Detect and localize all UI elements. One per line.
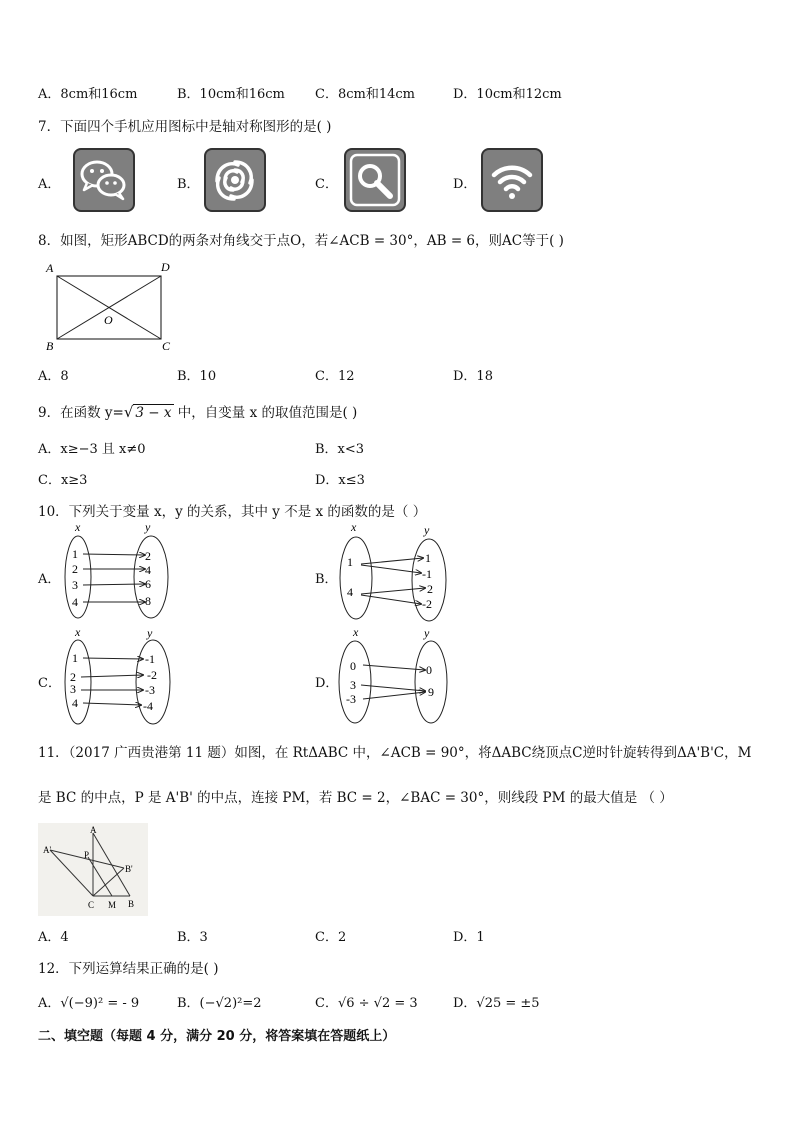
b-right-neg1: -1 xyxy=(422,567,432,581)
b-left-4: 4 xyxy=(347,585,353,599)
q9-stem: 9．在函数 y=√ 3 − x 中，自变量 x 的取值范围是( ) xyxy=(38,403,358,421)
c-left-1: 1 xyxy=(72,651,78,665)
label-o: O xyxy=(104,313,113,327)
q6-option-c: C．8cm和14cm xyxy=(315,87,415,102)
q6-option-a: A．8cm和16cm xyxy=(38,87,138,102)
c-left-4: 4 xyxy=(72,696,78,710)
q10-stem: 10．下列关于变量 x，y 的关系，其中 y 不是 x 的函数的是（ ） xyxy=(38,504,427,520)
q9-option-b: B．x<3 xyxy=(315,442,365,457)
d-right-0: 0 xyxy=(426,663,432,677)
tri-label-b: B xyxy=(128,899,135,909)
label-b: B xyxy=(46,339,54,353)
q7-label-b: B． xyxy=(177,177,200,192)
q12-option-c: C．√6 ÷ √2 = 3 xyxy=(315,996,418,1011)
b-right-neg2: -2 xyxy=(422,597,432,611)
d-x-label: x xyxy=(353,625,359,639)
a-left-2: 2 xyxy=(72,562,78,576)
rectangle-diagram xyxy=(40,256,190,356)
mapping-diagram-c xyxy=(55,623,185,727)
q8-option-b: B．10 xyxy=(177,369,217,384)
q11-line2: 是 BC 的中点，P 是 A'B' 的中点，连接 PM，若 BC = 2，∠BAC = 30°，则线段 PM 的最大值是 （ ） xyxy=(38,790,673,806)
wechat-icon xyxy=(73,148,135,212)
a-left-3: 3 xyxy=(72,578,78,592)
q10-label-a: A． xyxy=(38,572,61,587)
q7-label-d: D． xyxy=(453,177,477,192)
q9-option-d: D．x≤3 xyxy=(315,473,365,488)
label-c: C xyxy=(162,339,171,353)
mapping-diagram-d xyxy=(333,623,463,727)
q8-option-c: C．12 xyxy=(315,369,355,384)
q12-option-a: A．√(−9)² = - 9 xyxy=(38,996,140,1011)
q8-option-d: D．18 xyxy=(453,369,493,384)
tri-label-a: A xyxy=(90,825,97,835)
tri-label-m: M xyxy=(108,900,117,910)
q7-label-c: C． xyxy=(315,177,338,192)
c-x-label: x xyxy=(75,625,81,639)
b-right-1: 1 xyxy=(425,551,431,565)
q8-option-a: A．8 xyxy=(38,369,69,384)
c-y-label: y xyxy=(147,626,153,640)
q11-option-d: D．1 xyxy=(453,930,485,945)
d-left-3: 3 xyxy=(350,678,356,692)
c-right-neg2: -2 xyxy=(147,668,157,682)
q6-option-b: B．10cm和16cm xyxy=(177,87,285,102)
swirl-logo-icon xyxy=(204,148,266,212)
c-left-2: 2 xyxy=(70,670,76,684)
c-right-neg4: -4 xyxy=(143,699,153,713)
rotation-triangle-diagram xyxy=(38,823,148,916)
tri-label-b-prime: B' xyxy=(125,864,133,874)
q11-option-b: B．3 xyxy=(177,930,208,945)
d-y-label: y xyxy=(424,626,430,640)
q12-option-d: D．√25 = ±5 xyxy=(453,996,540,1011)
mapping-diagram-a xyxy=(55,518,185,622)
q7-stem: 7．下面四个手机应用图标中是轴对称图形的是( ) xyxy=(38,119,332,135)
wifi-icon xyxy=(481,148,543,212)
a-right-2: 2 xyxy=(145,549,151,563)
q10-label-c: C． xyxy=(38,676,61,691)
a-left-1: 1 xyxy=(72,547,78,561)
tri-label-p: P xyxy=(84,850,90,860)
q6-option-d: D．10cm和12cm xyxy=(453,87,562,102)
q12-stem: 12．下列运算结果正确的是( ) xyxy=(38,961,219,977)
q11-line1: 11．（2017 广西贵港第 11 题）如图，在 RtΔABC 中，∠ACB = 90°，将ΔABC绕顶点C逆时针旋转得到ΔA'B'C，M xyxy=(38,745,752,761)
q11-option-c: C．2 xyxy=(315,930,347,945)
d-left-neg3: -3 xyxy=(346,692,356,706)
q7-label-a: A． xyxy=(38,177,61,192)
a-left-4: 4 xyxy=(72,595,78,609)
a-right-6: 6 xyxy=(145,577,151,591)
tri-label-c: C xyxy=(88,900,95,910)
c-right-neg1: -1 xyxy=(145,652,155,666)
q9-option-a: A．x≥−3 且 x≠0 xyxy=(38,442,146,457)
q9-stem-pre: 9．在函数 y= xyxy=(38,405,124,421)
a-right-4: 4 xyxy=(145,563,151,577)
q12-option-b: B．(−√2)²=2 xyxy=(177,996,262,1011)
d-left-0: 0 xyxy=(350,659,356,673)
b-right-2: 2 xyxy=(427,582,433,596)
q10-label-d: D． xyxy=(315,676,339,691)
q9-option-c: C．x≥3 xyxy=(38,473,88,488)
b-y-label: y xyxy=(424,523,430,537)
q11-option-a: A．4 xyxy=(38,930,69,945)
b-left-1: 1 xyxy=(347,555,353,569)
q9-radicand: 3 − x xyxy=(135,405,172,421)
q8-stem: 8．如图，矩形ABCD的两条对角线交于点O，若∠ACB = 30°，AB = 6，则AC等于( ) xyxy=(38,233,564,249)
a-x-label: x xyxy=(75,520,81,534)
tri-label-a-prime: A' xyxy=(43,845,52,855)
q9-stem-post: 中，自变量 x 的取值范围是( ) xyxy=(177,405,358,421)
b-x-label: x xyxy=(351,520,357,534)
a-right-8: 8 xyxy=(145,594,151,608)
section-2-heading: 二、填空题（每题 4 分，满分 20 分，将答案填在答题纸上） xyxy=(38,1029,396,1044)
magnifier-icon xyxy=(344,148,406,212)
a-y-label: y xyxy=(145,520,151,534)
mapping-diagram-b xyxy=(333,518,463,622)
c-left-3: 3 xyxy=(70,682,76,696)
c-right-neg3: -3 xyxy=(145,683,155,697)
d-right-9: 9 xyxy=(428,685,434,699)
q10-label-b: B． xyxy=(315,572,338,587)
label-d: D xyxy=(161,260,170,274)
label-a: A xyxy=(46,261,54,275)
